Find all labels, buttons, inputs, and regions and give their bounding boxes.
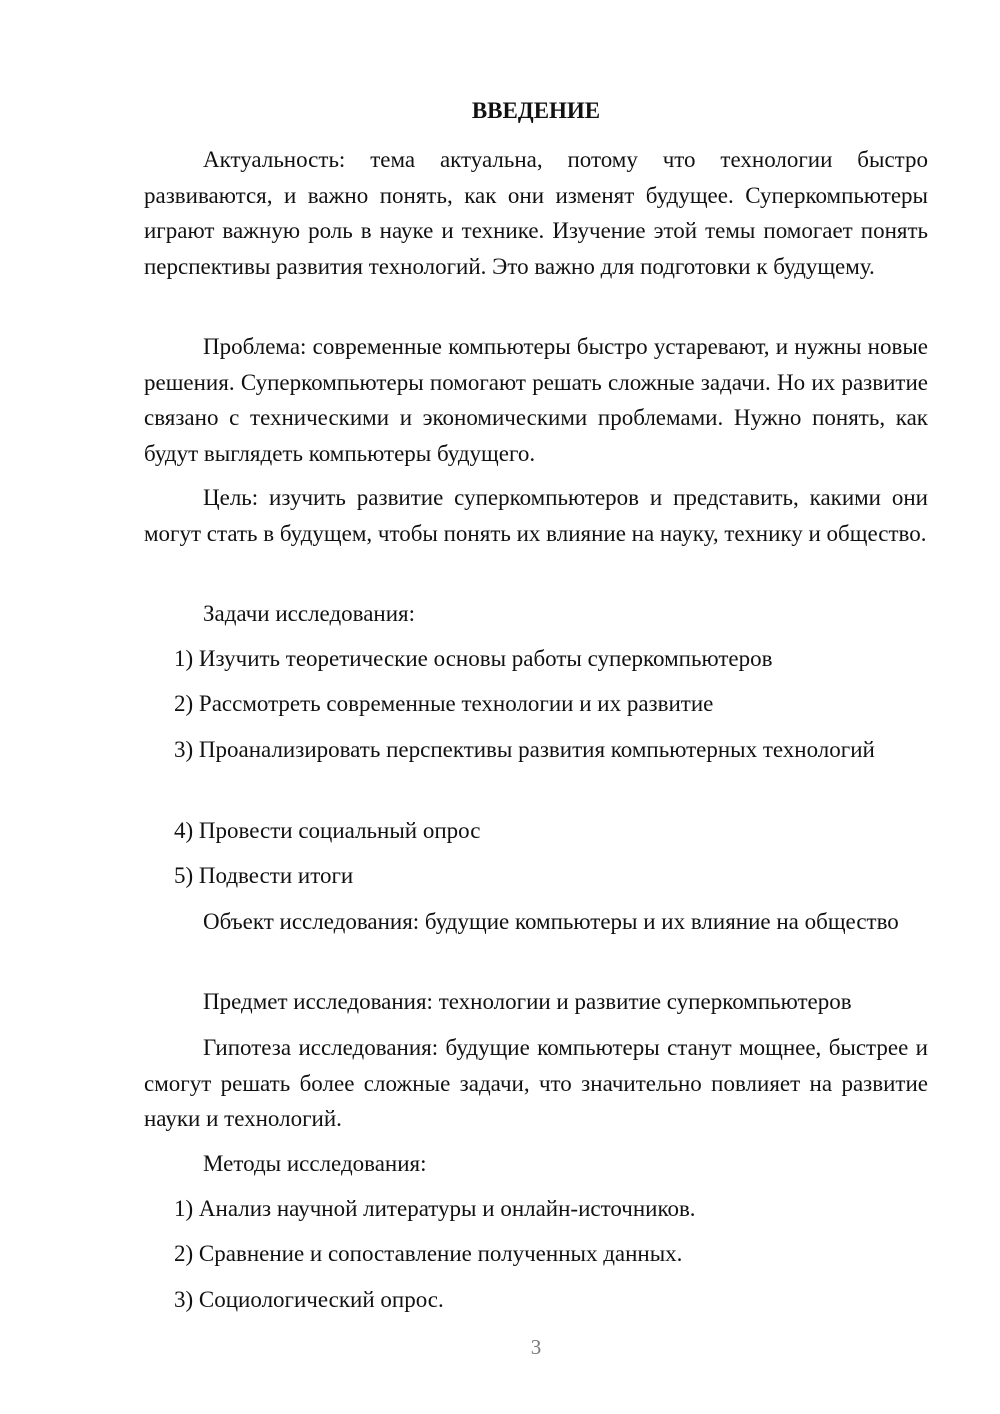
tasks-heading: Задачи исследования: — [203, 601, 416, 626]
method-item-3: 3) Социологический опрос. — [174, 1287, 444, 1312]
page-title: ВВЕДЕНИЕ — [471, 98, 601, 123]
task-item-3: 3) Проанализировать перспективы развития компьютерных технологий — [174, 737, 875, 762]
method-item-1: 1) Анализ научной литературы и онлайн-источников. — [174, 1196, 696, 1221]
goal-paragraph: Цель: изучить развитие суперкомпьютеров и представить, какими они могут стать в будущем, чтобы понять их влияние на науку, технику и общество. — [144, 485, 928, 546]
task-item-1: 1) Изучить теоретические основы работы суперкомпьютеров — [174, 646, 773, 671]
task-item-2: 2) Рассмотреть современные технологии и их развитие — [174, 691, 714, 716]
object-paragraph: Объект исследования: будущие компьютеры и их влияние на общество — [203, 909, 899, 934]
page-number: 3 — [530, 1335, 542, 1359]
problem-paragraph: Проблема: современные компьютеры быстро устаревают, и нужны новые решения. Суперкомпьютеры помогают решать сложные задачи. Но их развитие связано с техническими и экономическими проблемами. Нужно понять, как будут выглядеть компьютеры будущего. — [144, 334, 928, 466]
task-item-5: 5) Подвести итоги — [174, 863, 354, 888]
method-item-2: 2) Сравнение и сопоставление полученных данных. — [174, 1241, 683, 1266]
task-item-4: 4) Провести социальный опрос — [174, 818, 481, 843]
relevance-paragraph: Актуальность: тема актуальна, потому что технологии быстро развиваются, и важно понять, как они изменят будущее. Суперкомпьютеры играют важную роль в науке и технике. Изучение этой темы помогает понять перспективы развития технологий. Это важно для подготовки к будущему. — [144, 147, 928, 279]
subject-paragraph: Предмет исследования: технологии и развитие суперкомпьютеров — [203, 989, 852, 1014]
hypothesis-paragraph: Гипотеза исследования: будущие компьютеры станут мощнее, быстрее и смогут решать более сложные задачи, что значительно повлияет на развитие науки и технологий. — [144, 1035, 928, 1131]
methods-heading: Методы исследования: — [203, 1151, 427, 1176]
